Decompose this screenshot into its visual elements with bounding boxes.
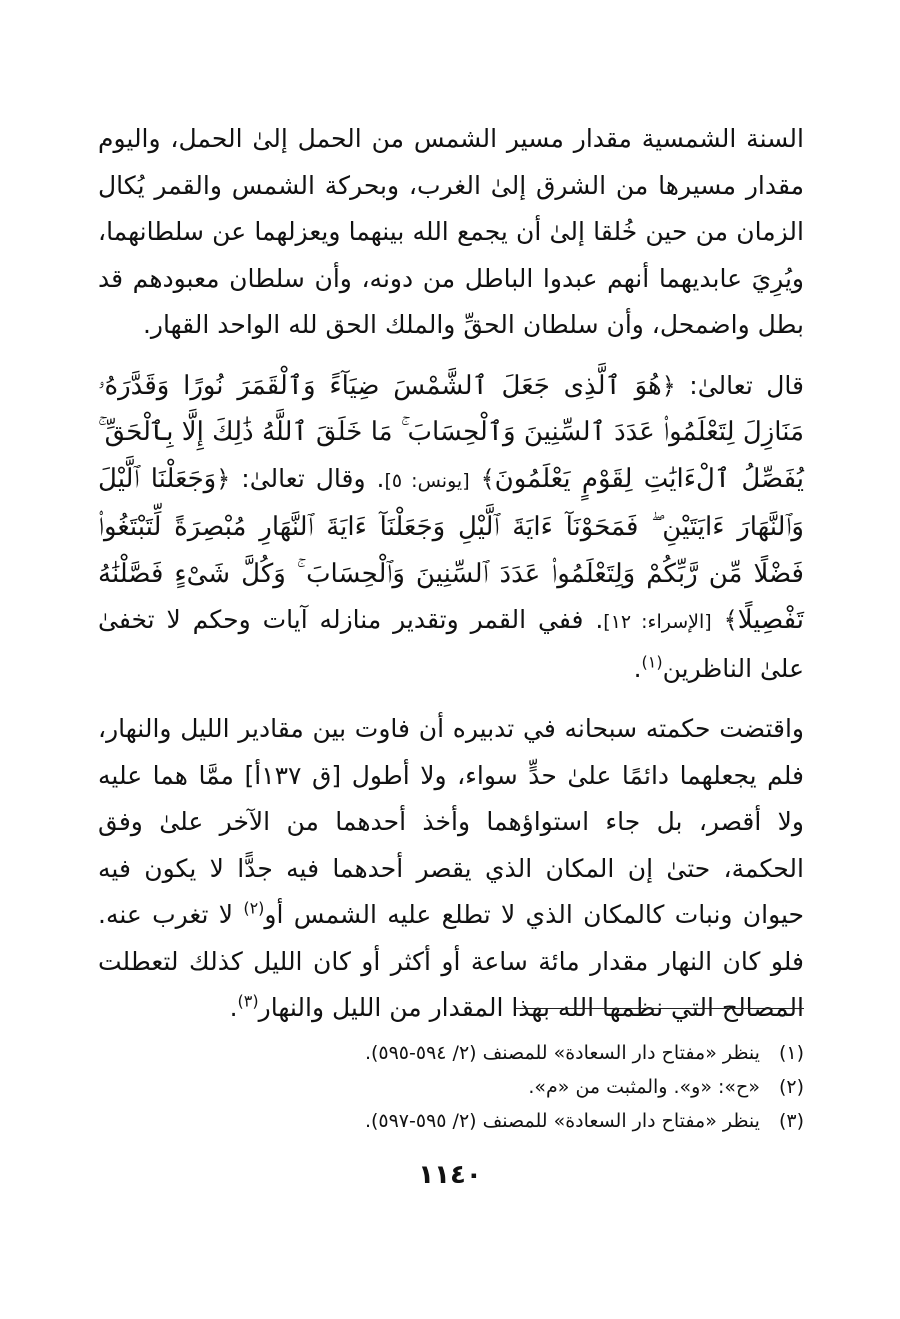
footnote-text: «ح»: «و». والمثبت من «م».	[528, 1076, 760, 1098]
verse-reference-yunus: [يونس: ٥]	[384, 469, 470, 492]
paragraph-2	[98, 363, 804, 693]
paragraph-2-tail: . ففي القمر وتقدير منازله آيات وحكم لا تخفىٰ علىٰ الناظرين	[98, 605, 804, 683]
quran-close-bracket: ﴾	[480, 464, 495, 493]
folio-marker: [ق ١٣٧أ]	[244, 760, 342, 790]
paragraph-3	[98, 706, 804, 1032]
footnote-3	[98, 1104, 804, 1138]
paragraph-3-part-3: لا تغرب عنه. فلو كان النهار مقدار مائة ساعة أو أكثر أو كان الليل كذلك لتعطلت المصالح التي نظمها الله بهذا المقدار من الليل والنهار	[98, 900, 804, 1022]
quran-open-bracket: ﴿	[661, 371, 676, 400]
quran-verse-isra: وَجَعَلْنَا ٱلَّيْلَ وَٱلنَّهَارَ ءَايَتَيْنِ ۖ فَمَحَوْنَآ ءَايَةَ ٱلَّيْلِ وَجَعَلْنَآ ءَايَةَ ٱلنَّهَارِ مُبْصِرَةً لِّتَبْتَغُوا۟ فَضْلًا مِّن رَّبِّكُمْ وَلِتَعْلَمُوا۟ عَدَدَ ٱلسِّنِينَ وَٱلْحِسَابَ ۚ وَكُلَّ شَىْءٍ فَصَّلْنَٰهُ تَفْصِيلًا	[98, 463, 804, 635]
paragraph-3-end: .	[229, 993, 238, 1022]
footnote-1	[98, 1036, 804, 1070]
footnote-marker-2[interactable]: (٢)	[243, 898, 265, 918]
page-number: ١١٤٠	[418, 1160, 482, 1190]
quote-lead: قال تعالىٰ:	[689, 370, 804, 400]
quran-open-bracket-2: ﴿	[216, 464, 231, 493]
footnote-number: (١)	[778, 1042, 804, 1064]
main-text	[98, 116, 804, 1032]
footnote-number: (٣)	[778, 1110, 804, 1132]
quote-lead-2: . وقال تعالىٰ:	[241, 463, 385, 493]
footnote-marker-1[interactable]: (١)	[641, 652, 663, 672]
footnote-separator	[516, 1008, 804, 1009]
footnote-text: ينظر «مفتاح دار السعادة» للمصنف (٢/ ٥٩٤-٥٩٥).	[364, 1042, 760, 1064]
paragraph-2-end: .	[633, 653, 642, 683]
footnote-2	[98, 1070, 804, 1104]
verse-reference-isra: [الإسراء: ١٢]	[603, 611, 712, 633]
paragraph-1: السنة الشمسية مقدار مسير الشمس من الحمل إلىٰ الحمل، واليوم مقدار مسيرها من الشرق إلىٰ الغرب، وبحركة الشمس والقمر يُكال الزمان من حين خُلقا إلىٰ أن يجمع الله بينهما ويعزلهما عن سلطانهما، ويُرِيَ عابديهما أنهم عبدوا الباطل من دونه، وأن سلطان معبودهم قد بطل واضمحل، وأن سلطان الحقِّ والملك الحق لله الواحد القهار.	[98, 124, 804, 339]
quran-close-bracket-2: ﴾	[723, 606, 738, 634]
paragraph-3-part-2: ممَّا هما عليه ولا أقصر، بل جاء استواؤهما وأخذ أحدهما من الآخر علىٰ وفق الحكمة، حتىٰ إن المكان الذي يقصر أحدهما فيه جدًّا لا يكون فيه حيوان ونبات كالمكان الذي لا تطلع عليه الشمس أو	[98, 760, 804, 929]
quran-verse-yunus: هُوَ ٱلَّذِى جَعَلَ ٱلشَّمْسَ ضِيَآءً وَٱلْقَمَرَ نُورًا وَقَدَّرَهُۥ مَنَازِلَ لِتَعْلَمُوا۟ عَدَدَ ٱلسِّنِينَ وَٱلْحِسَابَ ۚ مَا خَلَقَ ٱللَّهُ ذَٰلِكَ إِلَّا بِٱلْحَقِّ ۚ يُفَصِّلُ ٱلْءَايَٰتِ لِقَوْمٍ يَعْلَمُونَ	[98, 370, 804, 494]
footnote-marker-3[interactable]: (٣)	[237, 991, 259, 1011]
footnotes-list	[98, 1036, 804, 1138]
footnote-number: (٢)	[778, 1076, 804, 1098]
footnote-text: ينظر «مفتاح دار السعادة» للمصنف (٢/ ٥٩٥-٥٩٧).	[364, 1110, 760, 1132]
paragraph-3-part-1: واقتضت حكمته سبحانه في تدبيره أن فاوت بين مقادير الليل والنهار، فلم يجعلهما دائمًا علىٰ حدٍّ سواء، ولا أطول	[98, 714, 805, 790]
